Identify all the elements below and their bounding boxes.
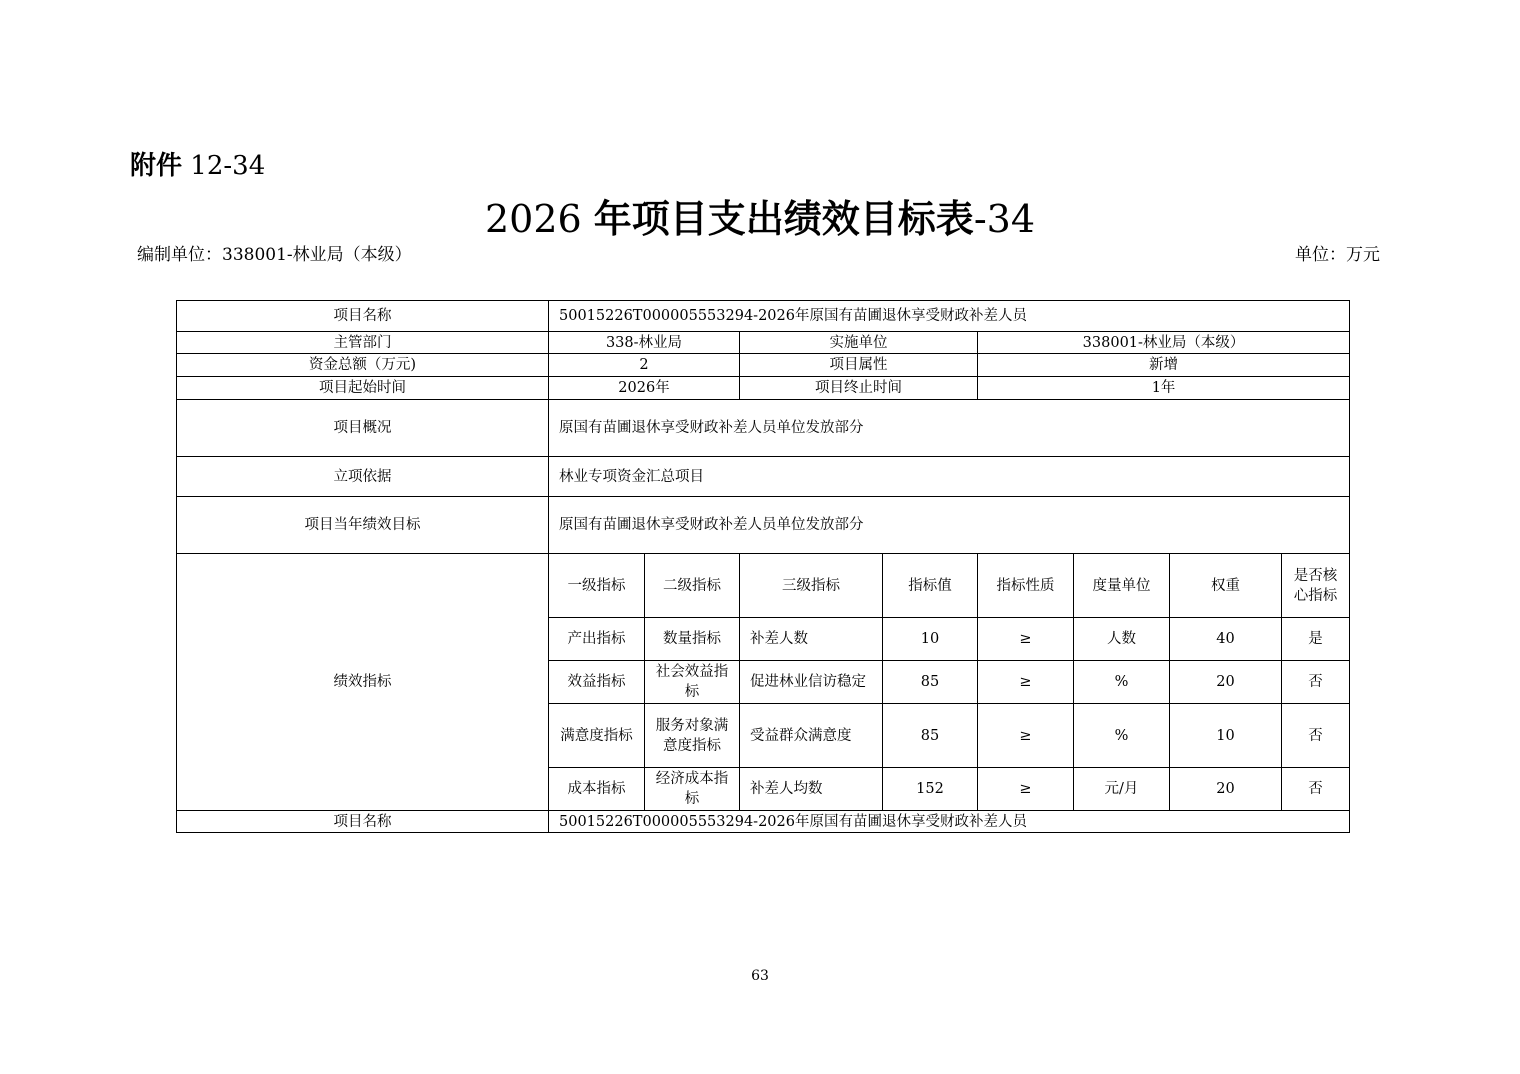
weight-cell: 10 (1170, 704, 1282, 768)
page-number: 63 (751, 968, 769, 984)
nature-cell: ≥ (978, 768, 1074, 811)
table-row (177, 811, 1350, 833)
header-level3: 三级指标 (740, 554, 883, 618)
dept-value: 338-林业局 (549, 332, 740, 354)
attachment-label: 附件 12-34 (130, 151, 266, 181)
core-cell: 否 (1282, 768, 1350, 811)
footer-name-label: 项目名称 (177, 811, 549, 833)
level2-cell: 经济成本指标 (645, 768, 740, 811)
project-name-label: 项目名称 (177, 301, 549, 332)
value-cell: 10 (883, 618, 978, 661)
nature-cell: ≥ (978, 704, 1074, 768)
value-cell: 85 (883, 661, 978, 704)
header-level1: 一级指标 (549, 554, 645, 618)
end-label: 项目终止时间 (740, 377, 978, 400)
header-value: 指标值 (883, 554, 978, 618)
unit-cell: 元/月 (1074, 768, 1170, 811)
performance-table (176, 300, 1350, 833)
dept-label: 主管部门 (177, 332, 549, 354)
level3-cell: 促进林业信访稳定 (740, 661, 883, 704)
core-cell: 是 (1282, 618, 1350, 661)
unit-cell: 人数 (1074, 618, 1170, 661)
table-row (177, 332, 1350, 354)
table-row (177, 497, 1350, 554)
value-cell: 152 (883, 768, 978, 811)
level3-cell: 补差人数 (740, 618, 883, 661)
header-nature: 指标性质 (978, 554, 1074, 618)
overview-value: 原国有苗圃退休享受财政补差人员单位发放部分 (549, 400, 1350, 457)
basis-value: 林业专项资金汇总项目 (549, 457, 1350, 497)
basis-label: 立项依据 (177, 457, 549, 497)
project-name-value: 50015226T000005553294-2026年原国有苗圃退休享受财政补差人员 (549, 301, 1350, 332)
indicator-header-row (177, 554, 1350, 618)
weight-cell: 20 (1170, 768, 1282, 811)
header-core: 是否核心指标 (1282, 554, 1350, 618)
core-cell: 否 (1282, 704, 1350, 768)
level3-cell: 受益群众满意度 (740, 704, 883, 768)
indicators-label: 绩效指标 (177, 554, 549, 811)
page-title: 2026 年项目支出绩效目标表-34 (484, 197, 1036, 241)
impl-label: 实施单位 (740, 332, 978, 354)
goal-label: 项目当年绩效目标 (177, 497, 549, 554)
footer-name-value: 50015226T000005553294-2026年原国有苗圃退休享受财政补差人员 (549, 811, 1350, 833)
table-row (177, 354, 1350, 377)
table-row (177, 400, 1350, 457)
header-level2: 二级指标 (645, 554, 740, 618)
fund-label: 资金总额（万元) (177, 354, 549, 377)
weight-cell: 40 (1170, 618, 1282, 661)
unit-label: 单位：万元 (1295, 245, 1380, 265)
attr-label: 项目属性 (740, 354, 978, 377)
level1-cell: 产出指标 (549, 618, 645, 661)
table-row (177, 377, 1350, 400)
level1-cell: 满意度指标 (549, 704, 645, 768)
start-label: 项目起始时间 (177, 377, 549, 400)
attr-value: 新增 (978, 354, 1350, 377)
fund-value: 2 (549, 354, 740, 377)
level2-cell: 服务对象满意度指标 (645, 704, 740, 768)
end-value: 1年 (978, 377, 1350, 400)
table-row (177, 457, 1350, 497)
overview-label: 项目概况 (177, 400, 549, 457)
header-weight: 权重 (1170, 554, 1282, 618)
header-unit: 度量单位 (1074, 554, 1170, 618)
nature-cell: ≥ (978, 661, 1074, 704)
core-cell: 否 (1282, 661, 1350, 704)
start-value: 2026年 (549, 377, 740, 400)
prepared-by: 编制单位：338001-林业局（本级） (137, 245, 412, 265)
level1-cell: 效益指标 (549, 661, 645, 704)
level1-cell: 成本指标 (549, 768, 645, 811)
level2-cell: 数量指标 (645, 618, 740, 661)
goal-value: 原国有苗圃退休享受财政补差人员单位发放部分 (549, 497, 1350, 554)
level2-cell: 社会效益指标 (645, 661, 740, 704)
nature-cell: ≥ (978, 618, 1074, 661)
weight-cell: 20 (1170, 661, 1282, 704)
level3-cell: 补差人均数 (740, 768, 883, 811)
unit-cell: % (1074, 704, 1170, 768)
value-cell: 85 (883, 704, 978, 768)
table-row (177, 301, 1350, 332)
unit-cell: % (1074, 661, 1170, 704)
impl-value: 338001-林业局（本级） (978, 332, 1350, 354)
